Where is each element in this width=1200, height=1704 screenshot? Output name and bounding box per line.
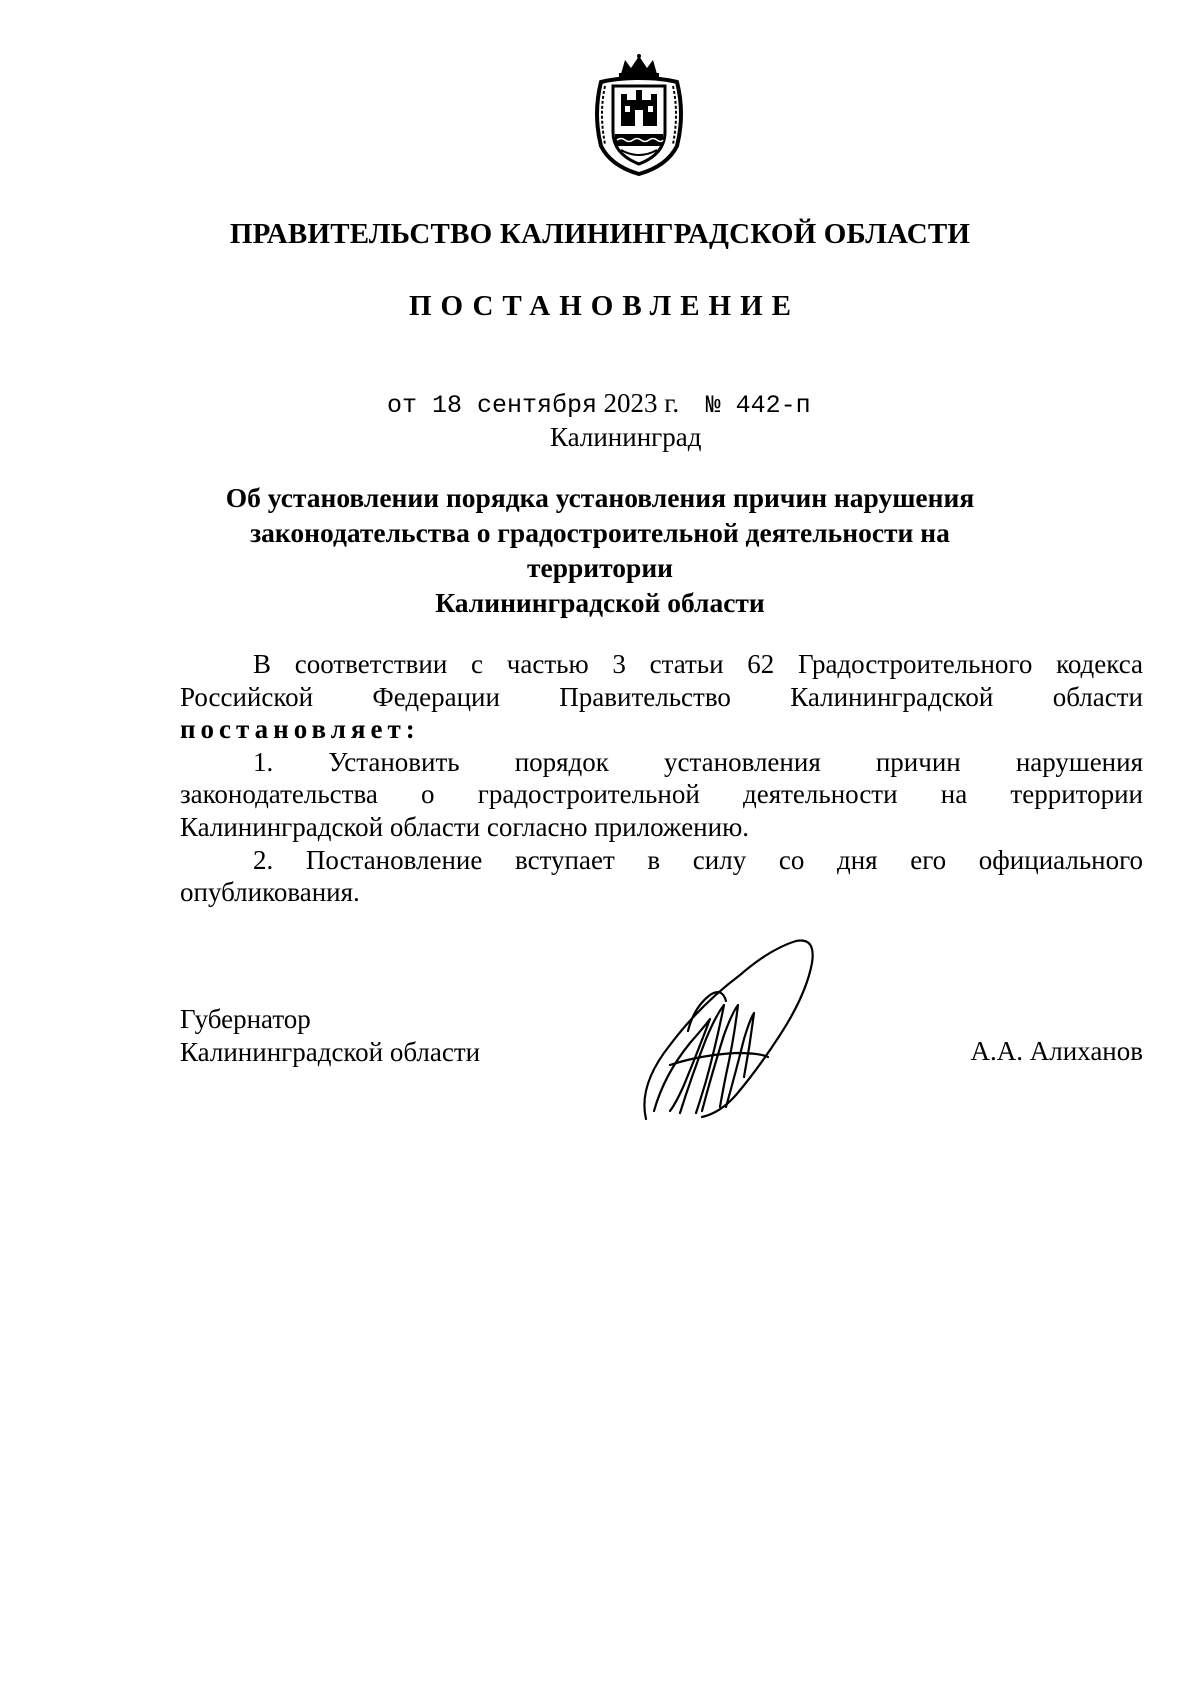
handwritten-signature-icon	[640, 935, 820, 1127]
government-title: ПРАВИТЕЛЬСТВО КАЛИНИНГРАДСКОЙ ОБЛАСТИ	[229, 218, 971, 250]
intro-line: В соответствии с частью 3 статьи 62 Градостроительного кодекса	[253, 649, 1143, 679]
document-body	[180, 648, 1143, 909]
item-1-line: законодательства о градостроительной деятельности на территории	[180, 779, 1143, 810]
intro-line: Российской Федерации Правительство Калининградской области	[180, 681, 1143, 712]
signatory-position	[180, 1003, 480, 1069]
subject-line: законодательства о градостроительной деятельности на территории	[250, 517, 950, 583]
signatory-region: Калининградской области	[180, 1037, 481, 1067]
item-2-line: опубликования.	[180, 877, 360, 908]
item-1-line: Калининградской области согласно приложению.	[180, 811, 750, 842]
document-city: Калининград	[550, 422, 702, 452]
item-1-line: 1. Установить порядок установления причин нарушения	[253, 746, 1143, 777]
document-number: № 442-п	[705, 391, 811, 420]
document-year: 2023 г.	[603, 388, 680, 418]
subject-line: Калининградской области	[435, 587, 765, 618]
document-subject	[190, 480, 1010, 620]
signatory-title: Губернатор	[180, 1004, 311, 1034]
document-type: ПОСТАНОВЛЕНИЕ	[408, 290, 800, 322]
document-date: от 18 сентября	[387, 391, 598, 420]
document-date-number	[387, 388, 811, 420]
resolution-keyword: постановляет:	[180, 714, 420, 745]
coat-of-arms-icon	[591, 54, 687, 176]
subject-line: Об установлении порядка установления причин нарушения	[225, 482, 975, 513]
signatory-name: А.А. Алиханов	[970, 1036, 1143, 1066]
item-2-line: 2. Постановление вступает в силу со дня его официального	[253, 844, 1143, 875]
